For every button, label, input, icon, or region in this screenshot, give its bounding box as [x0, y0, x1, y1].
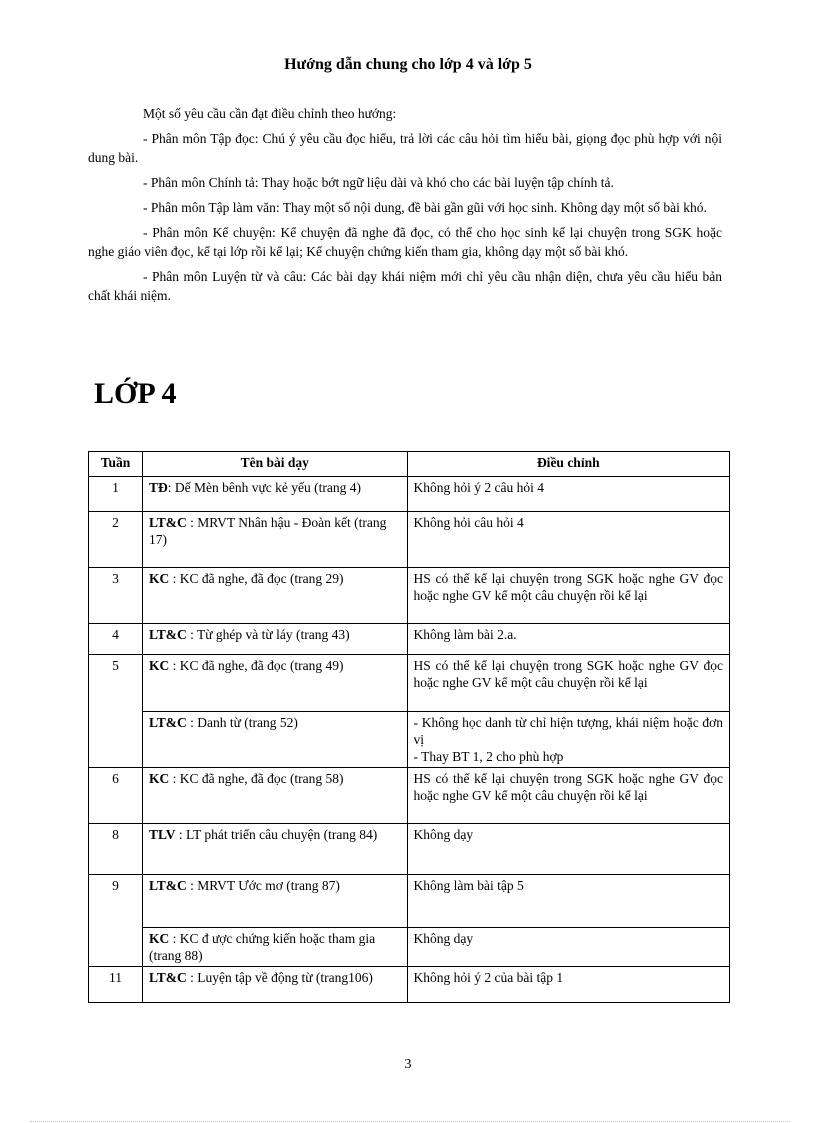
adjustment-cell: Không hỏi ý 2 của bài tập 1 — [407, 967, 729, 1003]
header-adjustment: Điều chỉnh — [407, 452, 729, 477]
lesson-name: : Luyện tập về động từ (trang106) — [186, 970, 373, 985]
lesson-cell — [142, 655, 407, 712]
table-row — [89, 712, 730, 768]
adjustment-cell: HS có thể kể lại chuyện trong SGK hoặc nghe GV đọc hoặc nghe GV kể một câu chuyện rồi kể lại — [407, 568, 729, 624]
table-row — [89, 824, 730, 875]
header-week: Tuần — [89, 452, 143, 477]
lesson-cell — [142, 967, 407, 1003]
subject-code: LT&C — [148, 715, 187, 730]
week-cell: 1 — [89, 477, 143, 512]
adjustment-cell: Không dạy — [407, 928, 729, 967]
section-heading: LỚP 4 — [94, 377, 177, 410]
page-number: 3 — [404, 1057, 412, 1072]
lesson-cell — [142, 624, 407, 655]
subject-code: KC — [148, 771, 170, 786]
week-cell: 9 — [89, 875, 143, 967]
table-row — [89, 477, 730, 512]
subject-code: TLV — [148, 827, 176, 842]
lesson-table — [88, 451, 730, 1003]
adjustment-cell: HS có thể kể lại chuyện trong SGK hoặc nghe GV đọc hoặc nghe GV kể một câu chuyện rồi kể lại — [407, 655, 729, 712]
table-row — [89, 967, 730, 1003]
table-row — [89, 875, 730, 928]
subject-code: KC — [148, 571, 170, 586]
adjustment-cell: Không làm bài tập 5 — [407, 875, 729, 928]
intro-item: - Phân môn Luyện từ và câu: Các bài dạy khái niệm mới chỉ yêu cầu nhận diện, chưa yêu cầu hiểu bản chất khái niệm. — [88, 269, 722, 303]
subject-code: LT&C — [148, 878, 187, 893]
table-row — [89, 768, 730, 824]
lesson-cell — [142, 875, 407, 928]
table-header-row — [89, 452, 730, 477]
week-cell: 4 — [89, 624, 143, 655]
lesson-cell — [142, 768, 407, 824]
lesson-name: : Danh từ (trang 52) — [186, 715, 298, 730]
lesson-name: : KC đã nghe, đã đọc (trang 49) — [169, 658, 344, 673]
table-row — [89, 512, 730, 568]
week-cell: 3 — [89, 568, 143, 624]
adjustment-cell: Không hỏi ý 2 câu hỏi 4 — [407, 477, 729, 512]
lesson-name: : LT phát triển câu chuyện (trang 84) — [175, 827, 378, 842]
lesson-name: : KC đã nghe, đã đọc (trang 58) — [169, 771, 344, 786]
lesson-cell — [142, 512, 407, 568]
intro-item: - Phân môn Tập đọc: Chú ý yêu cầu đọc hiểu, trả lời các câu hỏi tìm hiểu bài, giọng đọc phù hợp với nội dung bài. — [88, 131, 722, 165]
lesson-name: : Từ ghép và từ láy (trang 43) — [186, 627, 350, 642]
intro-item: - Phân môn Tập làm văn: Thay một số nội dung, đề bài gần gũi với học sinh. Không dạy một số bài khó. — [143, 200, 707, 215]
adjustment-cell: Không hỏi câu hỏi 4 — [407, 512, 729, 568]
intro-lead: Một số yêu cầu cần đạt điều chỉnh theo hướng: — [143, 106, 397, 121]
subject-code: LT&C — [148, 515, 187, 530]
lesson-cell — [142, 477, 407, 512]
lesson-cell — [142, 928, 407, 967]
page-bottom-divider — [30, 1121, 790, 1122]
lesson-cell — [142, 824, 407, 875]
intro-item: - Phân môn Kể chuyện: Kể chuyện đã nghe đã đọc, có thể cho học sinh kể lại chuyện trong SGK hoặc nghe giáo viên đọc, kể tại lớp rồi kể lại; Kể chuyện chứng kiến tham gia, không dạy một số bài khó. — [88, 225, 722, 259]
adjustment-cell: Không làm bài 2.a. — [407, 624, 729, 655]
subject-code: KC — [148, 931, 170, 946]
week-cell: 5 — [89, 655, 143, 768]
week-cell: 6 — [89, 768, 143, 824]
table-row — [89, 655, 730, 712]
header-lesson: Tên bài dạy — [142, 452, 407, 477]
lesson-name: : KC đ ược chứng kiến hoặc tham gia (trang 88) — [148, 931, 376, 963]
table-row — [89, 928, 730, 967]
adjustment-cell: Không dạy — [407, 824, 729, 875]
table-row — [89, 624, 730, 655]
lesson-name: : Dế Mèn bênh vực kẻ yếu (trang 4) — [167, 480, 361, 495]
week-cell: 11 — [89, 967, 143, 1003]
lesson-name: : MRVT Nhân hậu - Đoàn kết (trang 17) — [148, 515, 387, 547]
lesson-cell — [142, 568, 407, 624]
intro-section — [88, 104, 722, 311]
subject-code: LT&C — [148, 627, 187, 642]
intro-item: - Phân môn Chính tả: Thay hoặc bớt ngữ liệu dài và khó cho các bài luyện tập chính tả. — [143, 175, 614, 190]
week-cell: 8 — [89, 824, 143, 875]
lesson-name: : MRVT Ước mơ (trang 87) — [186, 878, 340, 893]
subject-code: LT&C — [148, 970, 187, 985]
page-title: Hướng dẫn chung cho lớp 4 và lớp 5 — [284, 56, 532, 73]
adjustment-cell: HS có thể kể lại chuyện trong SGK hoặc nghe GV đọc hoặc nghe GV kể một câu chuyện rồi kể lại — [407, 768, 729, 824]
lesson-cell — [142, 712, 407, 768]
table-row — [89, 568, 730, 624]
adjustment-cell: - Không học danh từ chỉ hiện tượng, khái niệm hoặc đơn vị - Thay BT 1, 2 cho phù hợp — [407, 712, 729, 768]
week-cell: 2 — [89, 512, 143, 568]
subject-code: TĐ — [148, 480, 168, 495]
lesson-name: : KC đã nghe, đã đọc (trang 29) — [169, 571, 344, 586]
subject-code: KC — [148, 658, 170, 673]
